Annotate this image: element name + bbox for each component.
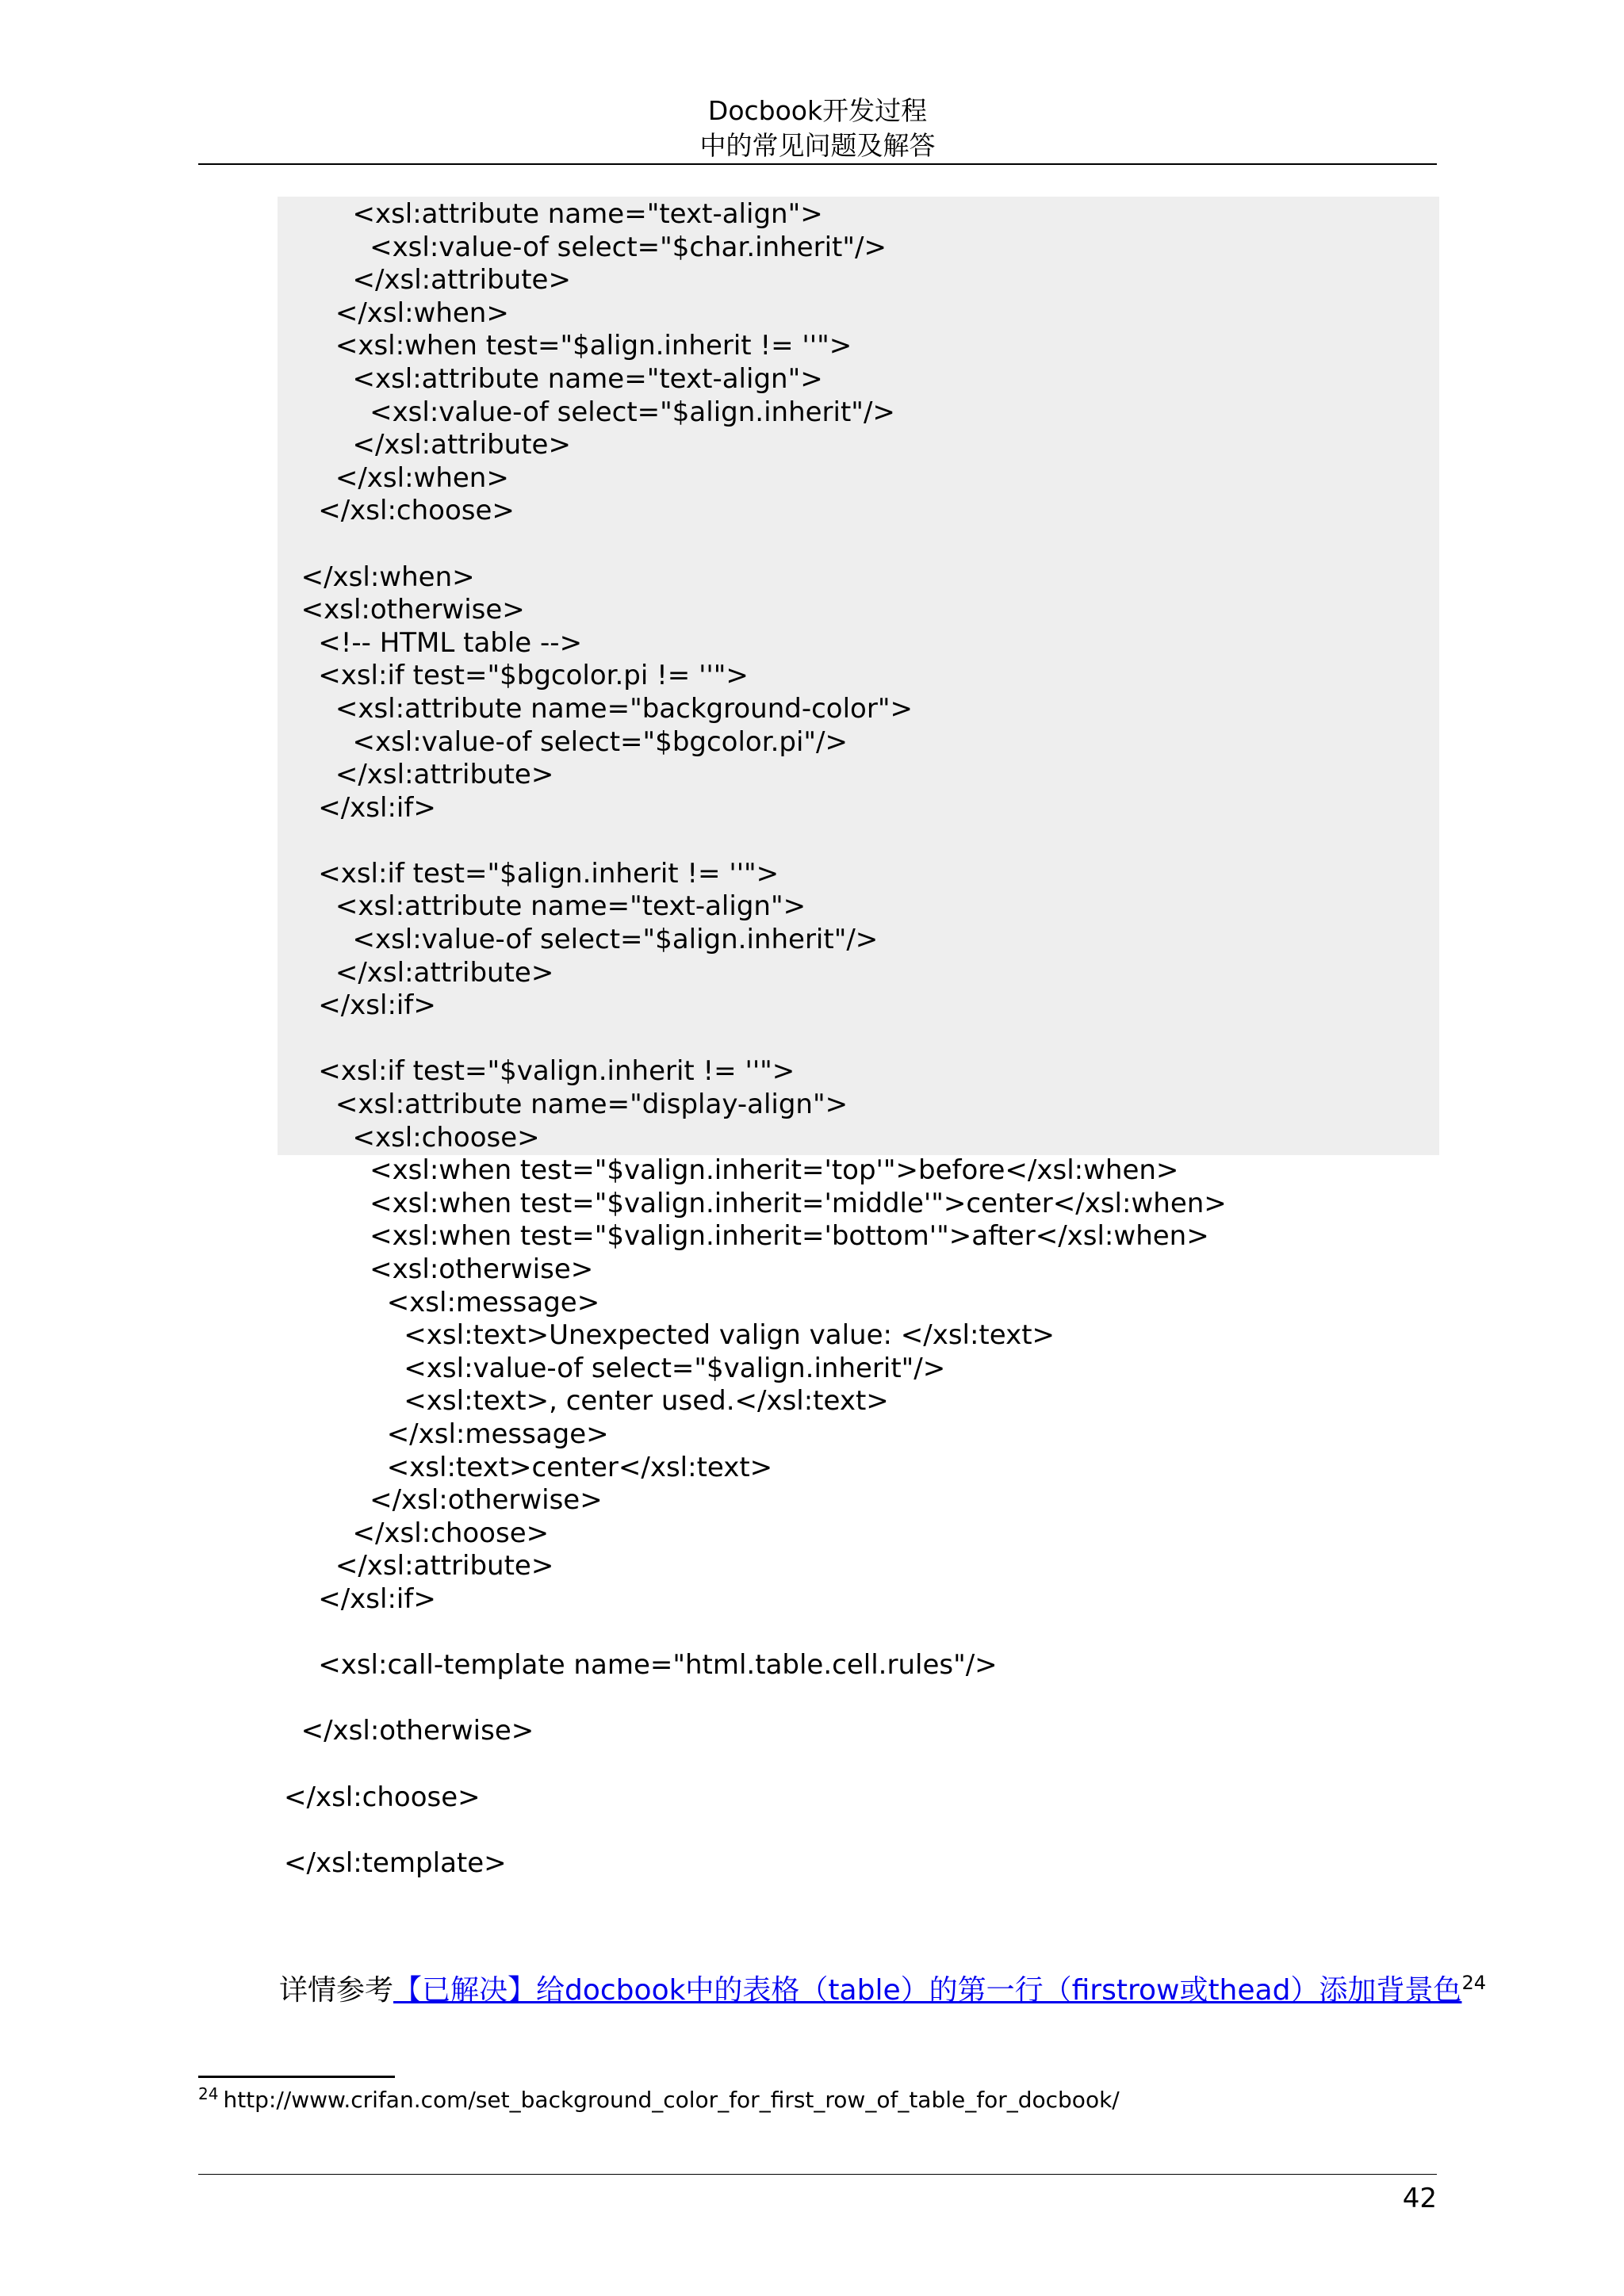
code-line bbox=[284, 1617, 1227, 1650]
code-line bbox=[284, 1682, 1227, 1716]
code-line: </xsl:choose> bbox=[284, 1781, 481, 1813]
code-line: <xsl:if test="$align.inherit != ''"> bbox=[284, 857, 779, 890]
code-line: <xsl:attribute name="display-align"> bbox=[284, 1089, 848, 1121]
code-line: </xsl:choose> bbox=[284, 1517, 550, 1549]
code-line: <xsl:attribute name="background-color"> bbox=[284, 692, 913, 725]
code-line: </xsl:otherwise> bbox=[284, 1484, 603, 1517]
code-line: </xsl:attribute> bbox=[284, 429, 571, 461]
code-line: <xsl:value-of select="$bgcolor.pi"/> bbox=[284, 725, 848, 758]
code-line: </xsl:if> bbox=[284, 989, 436, 1022]
code-line: <xsl:when test="$valign.inherit='top'">before</xsl:when> bbox=[284, 1154, 1179, 1187]
code-line: </xsl:choose> bbox=[284, 495, 515, 527]
code-line: </xsl:when> bbox=[284, 561, 475, 593]
code-line bbox=[284, 825, 1227, 858]
code-line: <xsl:attribute name="text-align"> bbox=[284, 890, 806, 923]
code-line: <xsl:attribute name="text-align"> bbox=[284, 362, 823, 395]
code-line: <xsl:value-of select="$align.inherit"/> bbox=[284, 396, 895, 428]
page-header bbox=[198, 94, 1437, 163]
code-line: </xsl:otherwise> bbox=[284, 1715, 534, 1747]
code-line: <xsl:when test="$align.inherit != ''"> bbox=[284, 330, 852, 362]
code-line: <xsl:attribute name="text-align"> bbox=[284, 198, 823, 230]
code-listing bbox=[278, 197, 1439, 1879]
reference-paragraph bbox=[279, 1972, 1486, 2010]
reference-link[interactable]: 【已解决】给docbook中的表格（table）的第一行（firstrow或thead）添加背景色 bbox=[393, 1974, 1462, 2007]
footnote-divider bbox=[198, 2076, 395, 2078]
footnote-url[interactable]: http://www.crifan.com/set_background_color_for_first_row_of_table_for_docbook/ bbox=[223, 2087, 1120, 2113]
code-line: <xsl:value-of select="$align.inherit"/> bbox=[284, 924, 879, 956]
code-line: </xsl:message> bbox=[284, 1418, 609, 1450]
header-title-line1: Docbook开发过程 bbox=[707, 95, 928, 126]
code-line: <xsl:value-of select="$char.inherit"/> bbox=[284, 231, 887, 263]
footnote-marker[interactable]: 24 bbox=[1461, 1972, 1486, 1994]
code-line: <xsl:when test="$valign.inherit='middle'">center</xsl:when> bbox=[284, 1187, 1227, 1219]
code-line: <xsl:text>center</xsl:text> bbox=[284, 1451, 773, 1483]
code-line: <xsl:value-of select="$valign.inherit"/> bbox=[284, 1352, 946, 1384]
header-title-line2: 中的常见问题及解答 bbox=[699, 130, 936, 161]
footnote bbox=[198, 2085, 1120, 2115]
code-line: </xsl:attribute> bbox=[284, 956, 554, 989]
code-line bbox=[284, 1023, 1227, 1056]
code-line: <xsl:message> bbox=[284, 1286, 600, 1318]
code-line: </xsl:if> bbox=[284, 1582, 436, 1615]
code-line: </xsl:attribute> bbox=[284, 1550, 554, 1582]
code-line: <xsl:text>, center used.</xsl:text> bbox=[284, 1385, 889, 1418]
code-lines bbox=[284, 198, 1227, 1880]
code-line: <xsl:if test="$bgcolor.pi != ''"> bbox=[284, 660, 749, 692]
code-line: <xsl:text>Unexpected valign value: </xsl:text> bbox=[284, 1319, 1055, 1352]
code-line: <!-- HTML table --> bbox=[284, 626, 583, 659]
code-line: </xsl:if> bbox=[284, 791, 436, 824]
footnote-number: 24 bbox=[198, 2084, 219, 2103]
footer-divider bbox=[198, 2174, 1437, 2175]
header-divider bbox=[198, 163, 1437, 165]
code-line bbox=[284, 1748, 1227, 1781]
code-line bbox=[284, 528, 1227, 561]
code-line: <xsl:choose> bbox=[284, 1121, 540, 1154]
code-line: </xsl:when> bbox=[284, 297, 509, 329]
code-line: </xsl:template> bbox=[284, 1846, 507, 1879]
code-line: <xsl:if test="$valign.inherit != ''"> bbox=[284, 1055, 795, 1088]
code-line bbox=[284, 1814, 1227, 1847]
code-line: </xsl:attribute> bbox=[284, 264, 571, 297]
code-line: </xsl:when> bbox=[284, 461, 509, 494]
code-line: <xsl:otherwise> bbox=[284, 1253, 594, 1285]
code-line: </xsl:attribute> bbox=[284, 759, 554, 791]
reference-prefix: 详情参考 bbox=[279, 1974, 394, 2007]
code-line: <xsl:otherwise> bbox=[284, 594, 525, 626]
code-line: <xsl:when test="$valign.inherit='bottom'">after</xsl:when> bbox=[284, 1220, 1209, 1253]
code-line: <xsl:call-template name="html.table.cell.rules"/> bbox=[284, 1649, 998, 1682]
page-number: 42 bbox=[1402, 2183, 1437, 2214]
